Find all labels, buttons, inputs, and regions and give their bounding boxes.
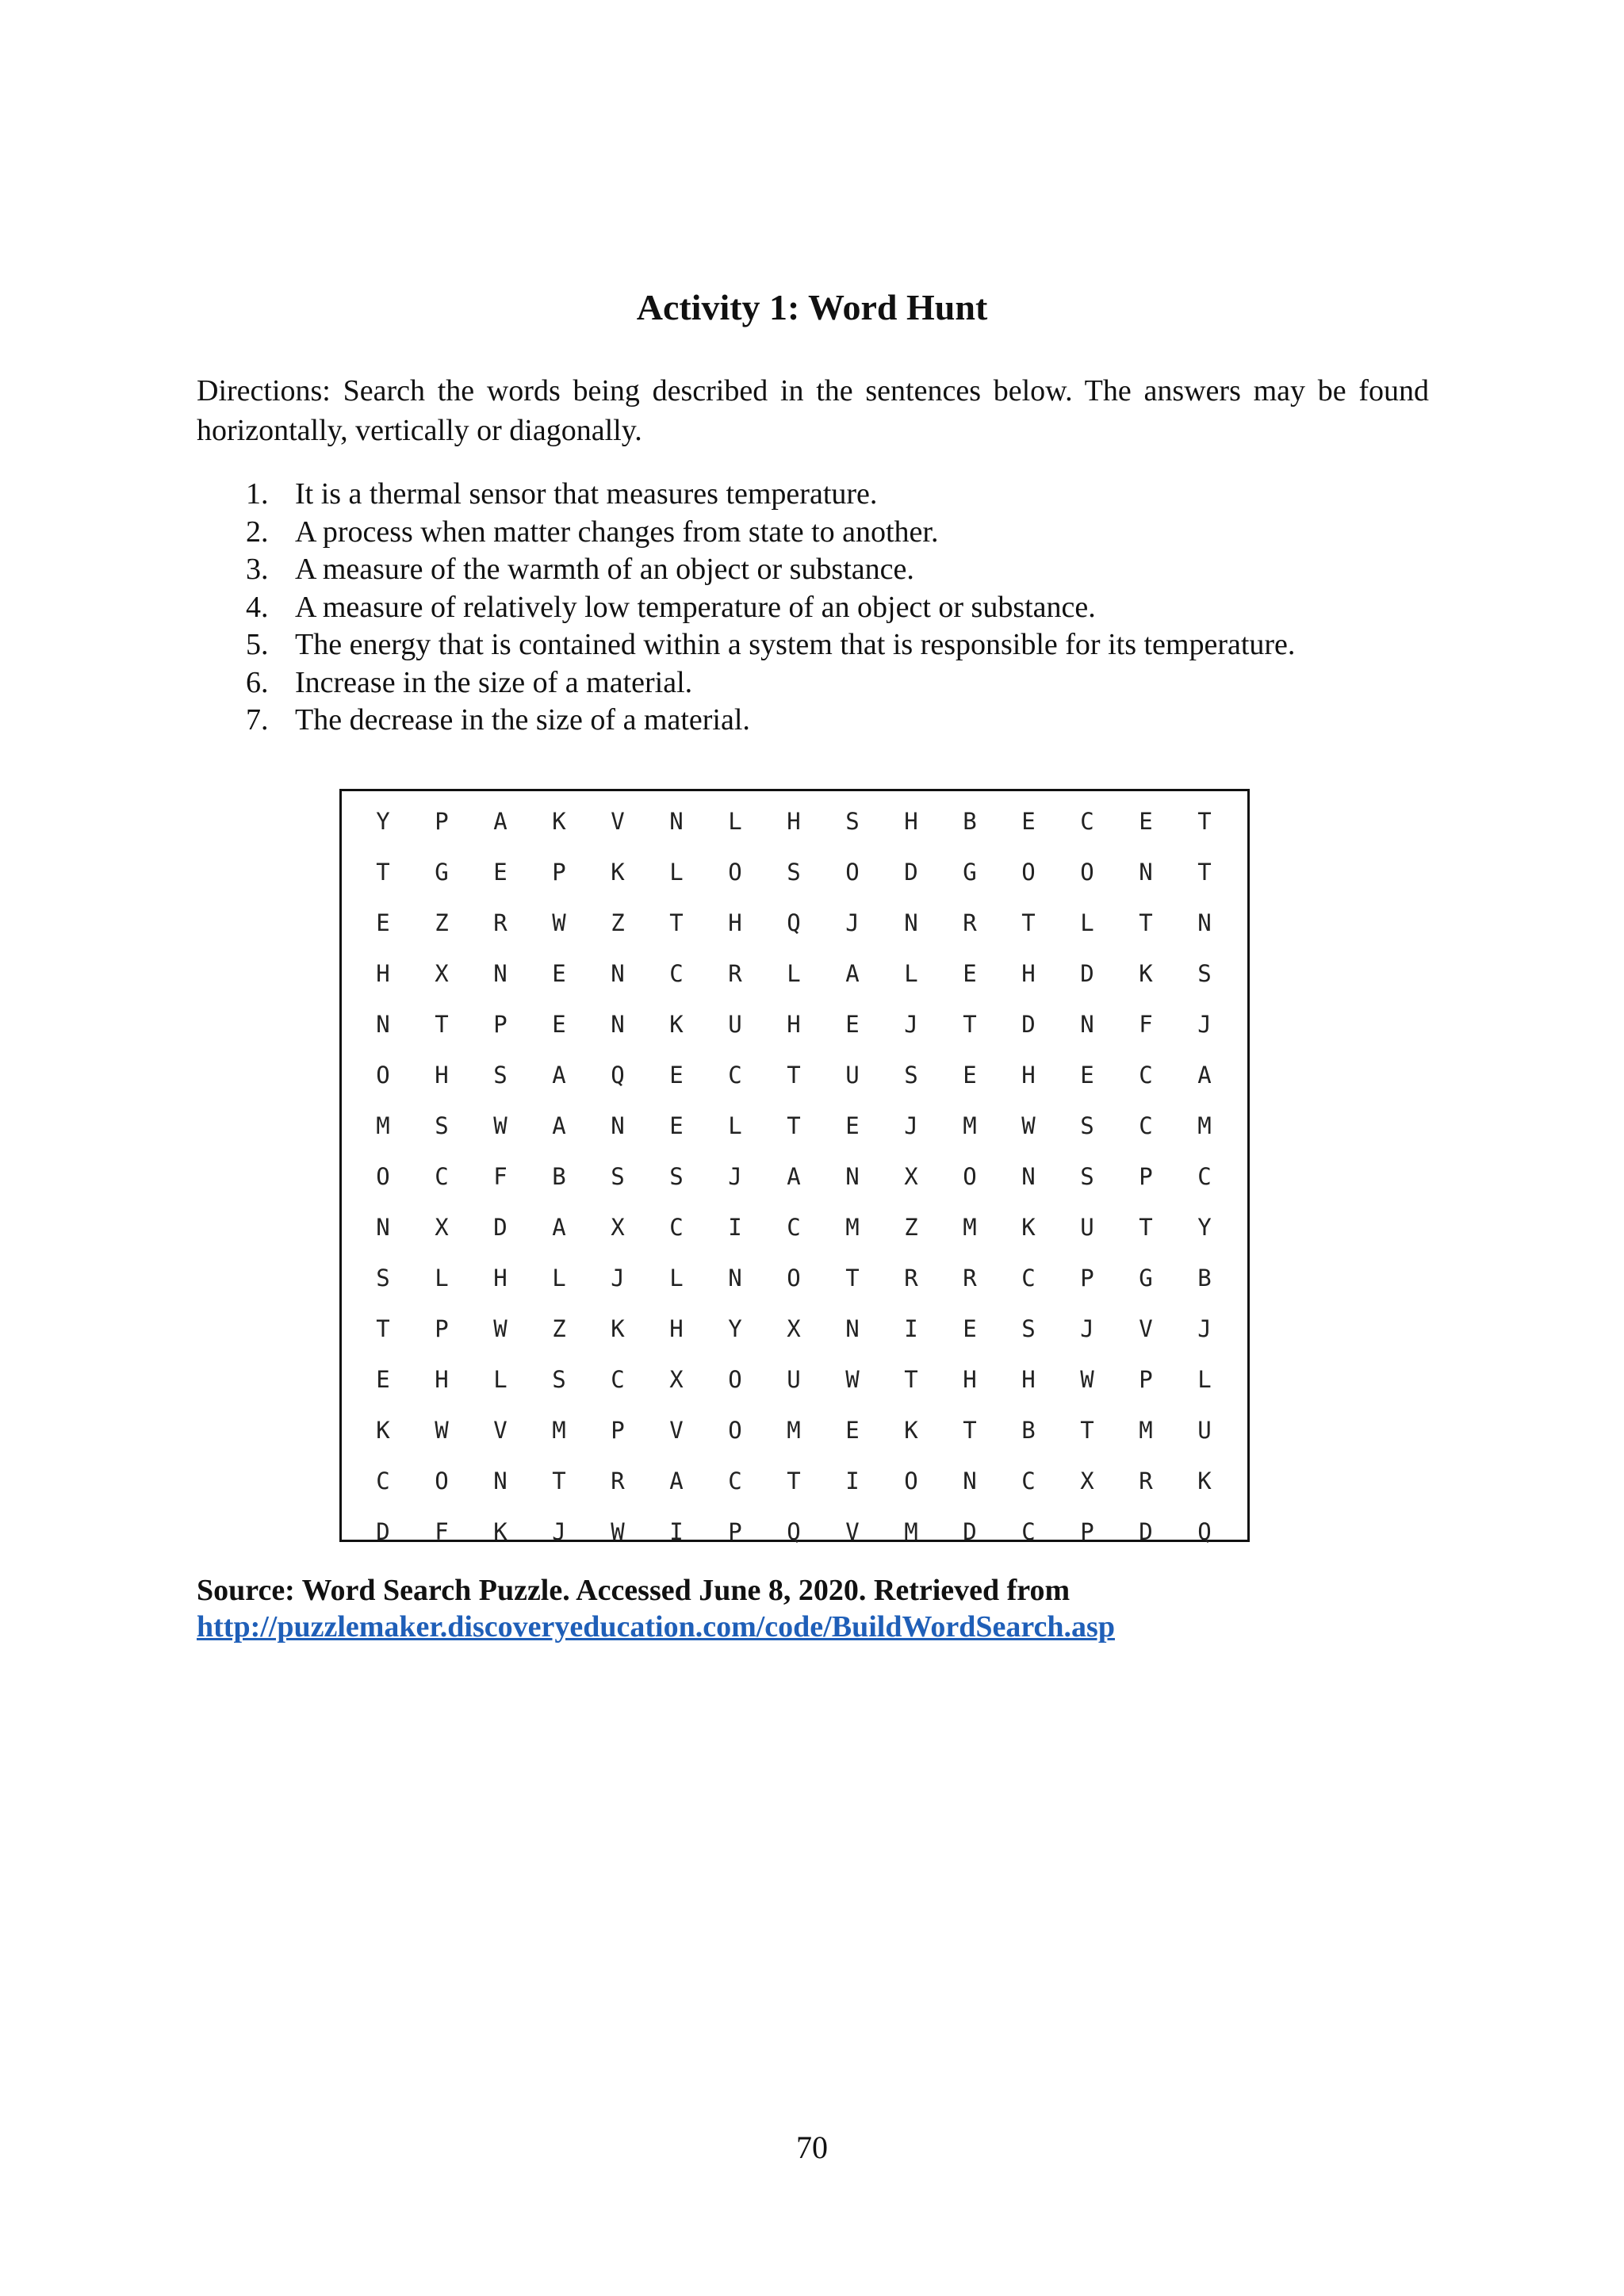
grid-letter: T (1139, 909, 1153, 936)
grid-letter: R (963, 909, 977, 936)
question-item (197, 664, 1465, 702)
grid-letter: E (376, 909, 390, 936)
grid-letter: H (1021, 1366, 1036, 1393)
page-title: Activity 1: Word Hunt (636, 287, 988, 327)
grid-letter: M (376, 1112, 390, 1139)
grid-letter: T (787, 1062, 801, 1089)
grid-letter: H (435, 1062, 449, 1089)
grid-letter: I (728, 1214, 742, 1241)
grid-letter: N (669, 808, 684, 835)
grid-letter: N (611, 1011, 625, 1038)
grid-letter: E (669, 1112, 684, 1139)
grid-letter: B (1021, 1417, 1036, 1444)
directions-text: Directions: Search the words being described in the sentences below. The answers may be found horizontally, vertically or diagonally. (197, 374, 1429, 447)
grid-letter: T (552, 1468, 566, 1494)
grid-letter: A (552, 1214, 566, 1241)
grid-letter: W (493, 1315, 508, 1342)
grid-letter: O (435, 1468, 449, 1494)
grid-letter: W (493, 1112, 508, 1139)
grid-letter: O (904, 1468, 918, 1494)
grid-letter: H (435, 1366, 449, 1393)
question-item (197, 514, 1465, 552)
grid-letter: C (787, 1214, 801, 1241)
grid-letter: L (904, 960, 918, 987)
source-link[interactable]: http://puzzlemaker.discoveryeducation.com/code/BuildWordSearch.asp (197, 1610, 1115, 1644)
grid-letter: G (1139, 1265, 1153, 1292)
source-citation: Source: Word Search Puzzle. Accessed June 8, 2020. Retrieved from (197, 1574, 1071, 1607)
grid-letter: L (1080, 909, 1094, 936)
grid-letter: K (611, 859, 625, 886)
grid-letter: A (552, 1112, 566, 1139)
grid-letter: C (611, 1366, 625, 1393)
grid-letter: C (1080, 808, 1094, 835)
grid-letter: K (611, 1315, 625, 1342)
page-number: 70 (796, 2130, 828, 2165)
question-number: 2. (246, 515, 269, 549)
grid-letter: E (845, 1011, 860, 1038)
grid-letter: S (904, 1062, 918, 1089)
grid-letter: O (376, 1062, 390, 1089)
grid-letter: C (669, 1214, 684, 1241)
grid-letter: R (904, 1265, 918, 1292)
grid-letter: N (493, 1468, 508, 1494)
grid-letter: J (845, 909, 860, 936)
grid-letter: L (728, 808, 742, 835)
grid-letter: J (1197, 1011, 1212, 1038)
grid-letter: T (1197, 808, 1212, 835)
grid-letter: N (904, 909, 918, 936)
grid-letter: E (376, 1366, 390, 1393)
grid-letter: W (1021, 1112, 1036, 1139)
question-number: 1. (246, 477, 269, 511)
grid-letter: N (376, 1011, 390, 1038)
grid-letter: M (552, 1417, 566, 1444)
grid-letter: J (611, 1265, 625, 1292)
grid-letter: I (904, 1315, 918, 1342)
question-text: A process when matter changes from state to another. (295, 515, 939, 549)
grid-letter: N (963, 1468, 977, 1494)
grid-letter: C (1139, 1062, 1153, 1089)
grid-letter: P (435, 808, 449, 835)
grid-letter: E (963, 1062, 977, 1089)
grid-letter: Q (1197, 1518, 1212, 1545)
grid-letter: E (552, 1011, 566, 1038)
grid-letter: U (845, 1062, 860, 1089)
grid-letter: J (904, 1112, 918, 1139)
grid-letter: A (845, 960, 860, 987)
grid-letter: W (845, 1366, 860, 1393)
question-text: A measure of the warmth of an object or substance. (295, 553, 914, 586)
grid-letter: V (845, 1518, 860, 1545)
grid-letter: K (493, 1518, 508, 1545)
grid-letter: S (1021, 1315, 1036, 1342)
grid-letter: Z (435, 909, 449, 936)
grid-letter: H (787, 808, 801, 835)
grid-letter: T (376, 1315, 390, 1342)
grid-letter: C (1021, 1518, 1036, 1545)
grid-letter: L (435, 1265, 449, 1292)
grid-letter: C (376, 1468, 390, 1494)
question-list (197, 476, 1465, 740)
grid-letter: C (728, 1468, 742, 1494)
grid-letter: X (904, 1163, 918, 1190)
grid-letter: W (1080, 1366, 1094, 1393)
grid-letter: T (669, 909, 684, 936)
grid-letter: R (1139, 1468, 1153, 1494)
grid-letter: Y (376, 808, 390, 835)
grid-letter: E (963, 1315, 977, 1342)
grid-letter: H (963, 1366, 977, 1393)
grid-letter: O (728, 1417, 742, 1444)
grid-letter: W (435, 1417, 449, 1444)
grid-letter: S (493, 1062, 508, 1089)
grid-letter: T (963, 1011, 977, 1038)
grid-letter: L (1197, 1366, 1212, 1393)
word-search-grid (339, 789, 1250, 1545)
grid-letter: D (904, 859, 918, 886)
question-item (197, 702, 1465, 740)
grid-letter: V (611, 808, 625, 835)
grid-letter: I (845, 1468, 860, 1494)
grid-letter: L (493, 1366, 508, 1393)
grid-letter: L (787, 960, 801, 987)
grid-letter: K (1197, 1468, 1212, 1494)
grid-letter: E (1139, 808, 1153, 835)
grid-letter: J (552, 1518, 566, 1545)
question-item (197, 551, 1465, 589)
grid-letter: L (669, 859, 684, 886)
grid-letter: J (904, 1011, 918, 1038)
question-text: Increase in the size of a material. (295, 665, 693, 699)
grid-letter: U (787, 1366, 801, 1393)
grid-letter: C (669, 960, 684, 987)
grid-letter: Q (787, 909, 801, 936)
grid-letter: G (435, 859, 449, 886)
grid-letter: T (787, 1112, 801, 1139)
grid-letter: N (845, 1315, 860, 1342)
grid-letter: M (963, 1214, 977, 1241)
grid-letter: H (376, 960, 390, 987)
grid-letter: P (552, 859, 566, 886)
grid-letter: E (1021, 808, 1036, 835)
grid-letter: O (728, 859, 742, 886)
grid-letter: J (1197, 1315, 1212, 1342)
grid-letter: E (552, 960, 566, 987)
grid-letter: E (845, 1112, 860, 1139)
grid-letter: Q (611, 1062, 625, 1089)
grid-letter: N (611, 1112, 625, 1139)
grid-letter: V (669, 1417, 684, 1444)
grid-letter: K (1139, 960, 1153, 987)
grid-letter: T (845, 1265, 860, 1292)
grid-letter: P (728, 1518, 742, 1545)
grid-letter: P (611, 1417, 625, 1444)
grid-letter: H (669, 1315, 684, 1342)
grid-letter: H (1021, 960, 1036, 987)
question-number: 3. (246, 553, 269, 586)
grid-letter: S (1197, 960, 1212, 987)
grid-letter: T (1139, 1214, 1153, 1241)
grid-letter: M (1139, 1417, 1153, 1444)
grid-letter: T (376, 859, 390, 886)
grid-letter: M (1197, 1112, 1212, 1139)
grid-letter: O (845, 859, 860, 886)
grid-letter: S (669, 1163, 684, 1190)
grid-letter: J (728, 1163, 742, 1190)
grid-letter: E (845, 1417, 860, 1444)
grid-letter: X (435, 1214, 449, 1241)
grid-letter: X (787, 1315, 801, 1342)
grid-letter: U (1197, 1417, 1212, 1444)
grid-letter: S (787, 859, 801, 886)
grid-letter: D (376, 1518, 390, 1545)
grid-letter: Y (728, 1315, 742, 1342)
grid-letter: S (376, 1265, 390, 1292)
grid-letter: E (669, 1062, 684, 1089)
question-text: A measure of relatively low temperature of an object or substance. (295, 590, 1096, 624)
grid-letter: P (1139, 1366, 1153, 1393)
grid-letter: R (493, 909, 508, 936)
grid-letter: Z (611, 909, 625, 936)
grid-letter: Z (552, 1315, 566, 1342)
grid-letter: N (1139, 859, 1153, 886)
grid-letter: P (1080, 1265, 1094, 1292)
grid-letter: L (728, 1112, 742, 1139)
grid-letter: W (552, 909, 566, 936)
grid-letter: K (669, 1011, 684, 1038)
grid-letter: A (787, 1163, 801, 1190)
grid-letter: M (904, 1518, 918, 1545)
question-item (197, 476, 1465, 514)
grid-letter: S (552, 1366, 566, 1393)
grid-letter: Y (1197, 1214, 1212, 1241)
grid-letter: O (787, 1265, 801, 1292)
grid-letter: H (493, 1265, 508, 1292)
grid-letter: L (552, 1265, 566, 1292)
grid-letter: N (1021, 1163, 1036, 1190)
grid-letter: P (493, 1011, 508, 1038)
question-text: The decrease in the size of a material. (295, 703, 750, 737)
grid-letter: O (963, 1163, 977, 1190)
grid-letter: L (669, 1265, 684, 1292)
grid-letter: H (728, 909, 742, 936)
grid-letter: X (611, 1214, 625, 1241)
grid-letter: P (1139, 1163, 1153, 1190)
grid-letter: N (611, 960, 625, 987)
grid-letter: D (1021, 1011, 1036, 1038)
question-text: The energy that is contained within a system that is responsible for its temperature. (295, 628, 1296, 661)
grid-letter: K (552, 808, 566, 835)
grid-letter: O (376, 1163, 390, 1190)
grid-letter: S (845, 808, 860, 835)
grid-letter: V (1139, 1315, 1153, 1342)
grid-letter: E (963, 960, 977, 987)
grid-letter: S (611, 1163, 625, 1190)
grid-letter: O (728, 1366, 742, 1393)
grid-letter: N (845, 1163, 860, 1190)
grid-letter: D (963, 1518, 977, 1545)
grid-letter: A (493, 808, 508, 835)
grid-letter: S (1080, 1112, 1094, 1139)
grid-letter: T (1021, 909, 1036, 936)
grid-letter: T (1080, 1417, 1094, 1444)
grid-letter: Q (787, 1518, 801, 1545)
grid-letter: E (493, 859, 508, 886)
grid-letter: K (376, 1417, 390, 1444)
grid-letter: P (435, 1315, 449, 1342)
grid-letter: C (1021, 1265, 1036, 1292)
question-item (197, 626, 1465, 664)
grid-letter: X (1080, 1468, 1094, 1494)
question-number: 6. (246, 665, 269, 699)
grid-letter: X (669, 1366, 684, 1393)
grid-letter: V (493, 1417, 508, 1444)
grid-letter: C (1197, 1163, 1212, 1190)
grid-letter: N (1197, 909, 1212, 936)
grid-letter: S (1080, 1163, 1094, 1190)
grid-letter: M (787, 1417, 801, 1444)
grid-letter: R (728, 960, 742, 987)
grid-letter: S (435, 1112, 449, 1139)
grid-letter: O (1080, 859, 1094, 886)
grid-letter: F (435, 1518, 449, 1545)
grid-letter: C (728, 1062, 742, 1089)
grid-letter: M (963, 1112, 977, 1139)
grid-letter: T (435, 1011, 449, 1038)
question-number: 4. (246, 590, 269, 624)
grid-letter: K (904, 1417, 918, 1444)
grid-letter: K (1021, 1214, 1036, 1241)
grid-letter: Z (904, 1214, 918, 1241)
grid-letter: A (669, 1468, 684, 1494)
grid-letter: T (904, 1366, 918, 1393)
grid-letter: T (787, 1468, 801, 1494)
grid-letter: P (1080, 1518, 1094, 1545)
grid-letter: J (1080, 1315, 1094, 1342)
grid-letter: F (493, 1163, 508, 1190)
grid-letter: R (611, 1468, 625, 1494)
grid-letter: U (1080, 1214, 1094, 1241)
grid-letter: H (787, 1011, 801, 1038)
grid-letter: N (1080, 1011, 1094, 1038)
grid-letter: X (435, 960, 449, 987)
question-number: 7. (246, 703, 269, 737)
grid-letter: T (1197, 859, 1212, 886)
grid-letter: B (552, 1163, 566, 1190)
grid-letter: T (963, 1417, 977, 1444)
grid-letter: F (1139, 1011, 1153, 1038)
grid-letter: N (376, 1214, 390, 1241)
grid-letter: R (963, 1265, 977, 1292)
grid-letter: C (1021, 1468, 1036, 1494)
grid-letter: O (1021, 859, 1036, 886)
grid-letter: A (1197, 1062, 1212, 1089)
grid-letter: N (728, 1265, 742, 1292)
grid-letter: M (845, 1214, 860, 1241)
grid-letter: U (728, 1011, 742, 1038)
grid-letter: H (904, 808, 918, 835)
grid-letter: D (1139, 1518, 1153, 1545)
grid-letter: D (1080, 960, 1094, 987)
grid-letter: B (1197, 1265, 1212, 1292)
grid-letter: A (552, 1062, 566, 1089)
question-item (197, 589, 1465, 627)
grid-letter: H (1021, 1062, 1036, 1089)
grid-letter: D (493, 1214, 508, 1241)
grid-letter: C (435, 1163, 449, 1190)
question-text: It is a thermal sensor that measures temperature. (295, 477, 878, 511)
grid-letter: G (963, 859, 977, 886)
grid-letter: E (1080, 1062, 1094, 1089)
grid-letter: C (1139, 1112, 1153, 1139)
grid-letter: W (611, 1518, 625, 1545)
grid-letter: I (669, 1518, 684, 1545)
grid-letter: N (493, 960, 508, 987)
grid-letter: B (963, 808, 977, 835)
question-number: 5. (246, 628, 269, 661)
